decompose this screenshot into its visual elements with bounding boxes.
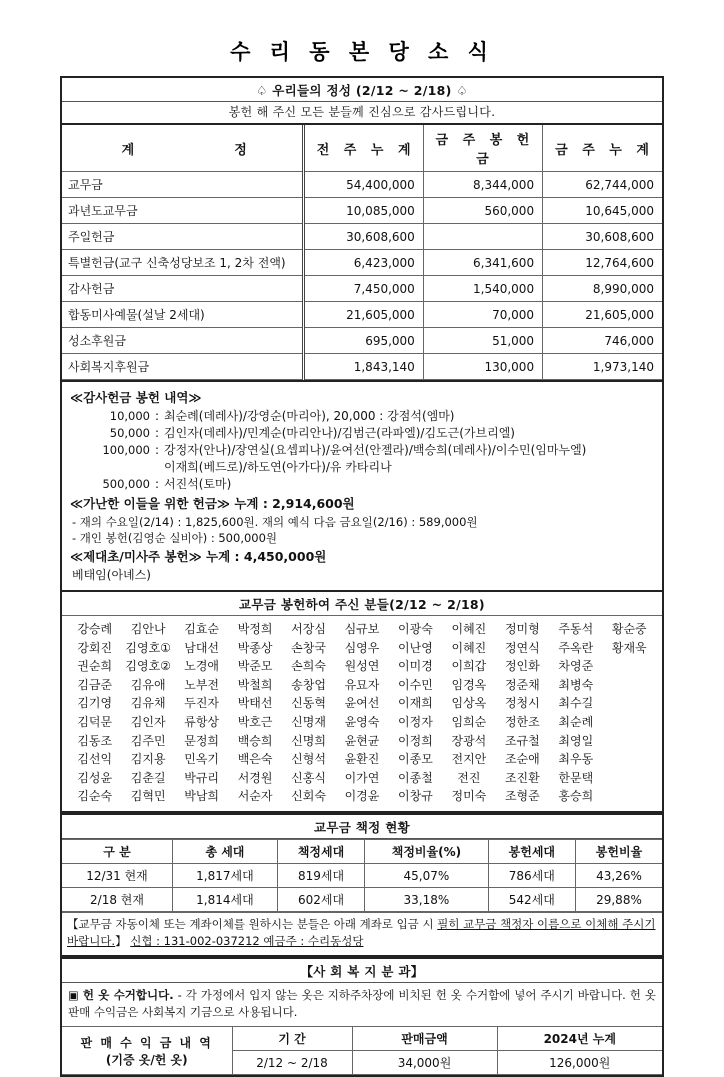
donor-name: 민옥기 — [184, 752, 220, 767]
col-header-assessed-rate: 책정비율(%) — [365, 840, 489, 864]
donor-name: 윤여선 — [344, 696, 380, 711]
row-sales-period: 2/12 ~ 2/18 — [232, 1051, 352, 1075]
donor-name: 박남희 — [184, 789, 220, 804]
thanks-amount: 500,000 — [102, 476, 150, 491]
table-row — [62, 864, 662, 888]
donor-name: 두진자 — [184, 696, 220, 711]
donor-name: 노경애 — [184, 659, 220, 674]
row-period: 2/18 현재 — [62, 888, 172, 912]
donor-name: 차영준 — [558, 659, 594, 674]
row-offered: 542세대 — [488, 888, 575, 912]
col-header-assessed: 책정세대 — [277, 840, 364, 864]
col-header-cumulative-2024: 2024년 누계 — [497, 1027, 662, 1051]
donor-name: 박정희 — [237, 622, 273, 637]
row-week-offering: 6,341,600 — [423, 250, 542, 276]
sales-label-line1: 판 매 수 익 금 내 역 — [80, 1035, 213, 1050]
row-sales-amount: 34,000원 — [352, 1051, 497, 1075]
filled-square-icon: ▣ — [68, 987, 83, 1002]
donor-name: 한문택 — [558, 770, 594, 785]
donor-name: 김유채 — [130, 696, 166, 711]
donor-name: 전진 — [457, 770, 481, 785]
row-week-total: 1,973,140 — [543, 354, 662, 380]
colon-separator: : — [154, 425, 160, 440]
donor-name: 홍승희 — [558, 789, 594, 804]
donor-name: 신명재 — [291, 715, 326, 730]
donor-column — [549, 620, 602, 806]
table-row — [62, 250, 662, 276]
donor-name: 원성연 — [344, 659, 380, 674]
donor-name: 김덕문 — [77, 715, 113, 730]
row-account-name: 특별헌금(교구 신축성당보조 1, 2차 전액) — [62, 250, 304, 276]
row-prev-total: 21,605,000 — [304, 302, 423, 328]
donor-name: 류항상 — [184, 715, 220, 730]
donor-name: 임경옥 — [451, 677, 487, 692]
notice-text-mid: 】 — [115, 934, 131, 949]
donor-name: 최수길 — [558, 696, 594, 711]
donor-name: 김춘길 — [130, 770, 166, 785]
row-week-total: 746,000 — [543, 328, 662, 354]
donor-name: 서장심 — [291, 622, 326, 637]
donor-column — [68, 620, 121, 806]
offerings-frame — [60, 76, 664, 380]
col-header-week-offering: 금 주 봉 헌 금 — [423, 125, 542, 172]
sales-label-line2: (기증 옷/헌 옷) — [105, 1052, 188, 1067]
offerings-header: ♤ 우리들의 정성 (2/12 ~ 2/18) ♤ — [62, 78, 662, 102]
row-week-offering — [423, 224, 542, 250]
welfare-header: 【사 회 복 지 분 과】 — [62, 959, 662, 983]
row-week-offering: 1,540,000 — [423, 276, 542, 302]
donor-name: 문정희 — [184, 733, 220, 748]
col-header-offered: 봉헌세대 — [488, 840, 575, 864]
donor-column — [442, 620, 495, 806]
table-row — [62, 172, 662, 198]
row-account-name: 교무금 — [62, 172, 304, 198]
donor-name: 이정희 — [398, 733, 433, 748]
donor-name: 이재희 — [398, 696, 433, 711]
donor-column — [603, 620, 656, 806]
row-period: 12/31 현재 — [62, 864, 172, 888]
donor-name: 윤현균 — [344, 733, 380, 748]
thanks-amount: 50,000 — [109, 425, 150, 440]
row-account-name: 합동미사예물(설날 2세대) — [62, 302, 304, 328]
donor-name: 손창국 — [291, 640, 326, 655]
donor-name: 조진환 — [504, 770, 540, 785]
altar-fund-heading: ≪제대초/미사주 봉헌≫ 누계 : 4,450,000원 — [70, 549, 327, 565]
colon-separator: : — [154, 408, 160, 423]
notice-text-lead: 【교무금 자동이체 또는 계좌이체를 원하시는 분들은 아래 계좌로 입금 시 — [67, 917, 438, 932]
row-account-name: 과년도교무금 — [62, 198, 304, 224]
row-prev-total: 1,843,140 — [304, 354, 423, 380]
sales-header-row — [62, 1027, 662, 1051]
donor-name: 윤영숙 — [344, 715, 380, 730]
donor-name: 임상옥 — [451, 696, 487, 711]
assessment-frame — [60, 813, 664, 957]
donor-name: 남대선 — [184, 640, 220, 655]
donors-grid — [62, 616, 662, 813]
poor-fund-heading: ≪가난한 이들을 위한 헌금≫ 누계 : 2,914,600원 — [70, 495, 355, 511]
row-week-total: 12,764,600 — [543, 250, 662, 276]
row-week-offering: 70,000 — [423, 302, 542, 328]
row-week-total: 10,645,000 — [543, 198, 662, 224]
donor-name: 조규철 — [504, 733, 540, 748]
col-header-period: 기 간 — [232, 1027, 352, 1051]
donor-name: 이종모 — [398, 752, 433, 767]
donors-header: 교무금 봉헌하여 주신 분들(2/12 ~ 2/18) — [62, 592, 662, 616]
donor-name: 이경윤 — [344, 789, 380, 804]
table-row — [62, 354, 662, 380]
row-sales-cumulative: 126,000원 — [497, 1051, 662, 1075]
donor-name: 신형석 — [291, 752, 326, 767]
donor-name: 김효순 — [184, 622, 220, 637]
row-week-offering: 130,000 — [423, 354, 542, 380]
donor-name: 박규리 — [184, 770, 220, 785]
welfare-frame — [60, 957, 664, 1077]
donor-column — [389, 620, 442, 806]
donor-name: 주동석 — [558, 622, 594, 637]
donor-name: 임희순 — [451, 715, 487, 730]
donor-name: 박종상 — [237, 640, 273, 655]
donor-name: 이난영 — [398, 640, 433, 655]
row-prev-total: 7,450,000 — [304, 276, 423, 302]
donor-name: 신회숙 — [291, 789, 326, 804]
offerings-body — [62, 172, 662, 380]
col-header-prev-total: 전 주 누 계 — [304, 125, 423, 172]
donor-column — [121, 620, 174, 806]
donor-name: 손희숙 — [291, 659, 326, 674]
donor-name: 강승례 — [77, 622, 113, 637]
donor-name: 정미형 — [504, 622, 540, 637]
donor-name: 김지용 — [130, 752, 166, 767]
row-week-offering: 51,000 — [423, 328, 542, 354]
donor-name: 백은숙 — [237, 752, 273, 767]
donor-name: 김금준 — [77, 677, 113, 692]
donor-name: 박호근 — [237, 715, 273, 730]
thanks-people-continued: 이재희(베드로)/하도연(아가다)/유 카타리나 — [164, 459, 392, 474]
row-prev-total: 695,000 — [304, 328, 423, 354]
donor-name: 최병숙 — [558, 677, 594, 692]
row-assessed-rate: 33,18% — [365, 888, 489, 912]
donor-name: 정미숙 — [451, 789, 487, 804]
details-frame — [60, 380, 664, 813]
donor-column — [282, 620, 335, 806]
col-header-division: 구 분 — [62, 840, 172, 864]
welfare-lead: 헌 옷 수거합니다. — [82, 987, 174, 1002]
donor-name: 정연식 — [504, 640, 540, 655]
row-assessed: 819세대 — [277, 864, 364, 888]
donor-name: 유묘자 — [344, 677, 380, 692]
donor-name: 김성윤 — [77, 770, 113, 785]
row-week-total: 62,744,000 — [543, 172, 662, 198]
offerings-header-band — [62, 78, 662, 125]
donor-name: 정준채 — [504, 677, 540, 692]
thanks-detail-heading: ≪감사헌금 봉헌 내역≫ — [70, 390, 202, 405]
colon-separator: : — [154, 442, 160, 457]
list-item — [76, 408, 654, 425]
donor-name: 서순자 — [237, 789, 273, 804]
assessment-body — [62, 864, 662, 912]
row-assessed: 602세대 — [277, 888, 364, 912]
donor-name: 김안나 — [130, 622, 166, 637]
table-row — [62, 328, 662, 354]
donor-name: 조순애 — [504, 752, 540, 767]
sales-table — [62, 1027, 662, 1075]
row-assessed-rate: 45,07% — [365, 864, 489, 888]
row-account-name: 성소후원금 — [62, 328, 304, 354]
row-week-total: 8,990,000 — [543, 276, 662, 302]
col-header-week-total: 금 주 누 계 — [543, 125, 662, 172]
donor-name: 정청시 — [504, 696, 540, 711]
table-row — [62, 276, 662, 302]
donor-name: 최순례 — [558, 715, 594, 730]
row-account-name: 감사헌금 — [62, 276, 304, 302]
donor-name: 최우동 — [558, 752, 594, 767]
donor-name: 박태선 — [237, 696, 273, 711]
donor-name: 김인자 — [130, 715, 166, 730]
assessment-header-row — [62, 840, 662, 864]
donation-details — [62, 382, 662, 592]
donor-name: 이정자 — [398, 715, 433, 730]
poor-fund-line: - 개인 봉헌(김영순 실비아) : 500,000원 — [72, 530, 278, 545]
row-week-offering: 8,344,000 — [423, 172, 542, 198]
row-offered-rate: 29,88% — [575, 888, 662, 912]
sales-label-cell — [62, 1027, 232, 1075]
donor-name: 김선익 — [77, 752, 113, 767]
donor-name: 주옥란 — [558, 640, 594, 655]
thanks-people: 서진석(토마) — [164, 476, 232, 491]
row-week-total: 21,605,000 — [543, 302, 662, 328]
row-total-households: 1,817세대 — [172, 864, 277, 888]
donor-name: 이가연 — [344, 770, 380, 785]
donor-name: 황순중 — [611, 622, 647, 637]
table-row — [62, 888, 662, 912]
donor-name: 이혜진 — [451, 622, 487, 637]
assessment-table — [62, 839, 662, 912]
poor-fund-line: - 재의 수요일(2/14) : 1,825,600원. 재의 예식 다음 금요일(2/16) : 589,000원 — [72, 514, 478, 529]
row-week-total: 30,608,600 — [543, 224, 662, 250]
colon-separator: : — [154, 476, 160, 491]
donor-name: 이혜진 — [451, 640, 487, 655]
donor-name: 백승희 — [237, 733, 273, 748]
donor-name: 권순희 — [77, 659, 113, 674]
donor-column — [228, 620, 281, 806]
list-item — [76, 476, 654, 493]
donor-name: 박준모 — [237, 659, 273, 674]
donor-name: 황재욱 — [611, 640, 647, 655]
notice-text-underlined: 필히 교무금 책정자 이름으로 이체해 주시기 바랍니다. — [67, 917, 656, 949]
donor-name: 김혁민 — [130, 789, 166, 804]
row-prev-total: 6,423,000 — [304, 250, 423, 276]
thanks-amount: 10,000 — [109, 408, 150, 423]
donor-name: 정한조 — [504, 715, 540, 730]
welfare-notice — [62, 983, 662, 1028]
donor-name: 이수민 — [398, 677, 433, 692]
thanks-people: 김인자(데레사)/민계순(마리안나)/김범근(라파엘)/김도근(가브리엘) — [164, 425, 515, 440]
donor-column — [335, 620, 388, 806]
page-title: 수 리 동 본 당 소 식 — [230, 40, 494, 64]
thanks-people: 강정자(안나)/장연실(요셉피나)/윤여선(안젤라)/백승희(데레사)/이수민(임마누엘) — [164, 442, 587, 457]
donor-name: 김영호① — [125, 640, 171, 655]
row-prev-total: 30,608,600 — [304, 224, 423, 250]
row-offered: 786세대 — [488, 864, 575, 888]
donor-name: 이미경 — [398, 659, 433, 674]
donor-name: 정인화 — [504, 659, 540, 674]
donor-name: 장광석 — [451, 733, 487, 748]
altar-fund-line: 베태임(아녜스) — [72, 568, 151, 583]
row-total-households: 1,814세대 — [172, 888, 277, 912]
donor-name: 김유애 — [130, 677, 166, 692]
donor-name: 심규보 — [344, 622, 380, 637]
donor-name: 신동혁 — [291, 696, 326, 711]
col-header-sales-amount: 판매금액 — [352, 1027, 497, 1051]
donor-name: 최영일 — [558, 733, 594, 748]
table-row — [62, 302, 662, 328]
row-prev-total: 10,085,000 — [304, 198, 423, 224]
row-account-name: 주일헌금 — [62, 224, 304, 250]
welfare-body-text: - 각 가정에서 입지 않는 옷은 지하주차장에 비치된 헌 옷 수거함에 넣어 주시기 바랍니다. 헌 옷 판매 수익금은 사회복지 기금으로 사용됩니다. — [68, 987, 657, 1019]
donor-name: 송창업 — [291, 677, 326, 692]
donor-name: 김주민 — [130, 733, 166, 748]
donor-column — [496, 620, 549, 806]
offerings-subheader: 봉헌 해 주신 모든 분들께 진심으로 감사드립니다. — [228, 105, 496, 119]
assessment-header: 교무금 책정 현황 — [62, 815, 662, 839]
offerings-table — [62, 125, 662, 380]
col-header-offered-rate: 봉헌비율 — [575, 840, 662, 864]
row-account-name: 사회복지후원금 — [62, 354, 304, 380]
donor-name: 김기영 — [77, 696, 113, 711]
thanks-amount: 100,000 — [102, 442, 150, 457]
list-item — [76, 425, 654, 442]
donor-name: 전지안 — [451, 752, 487, 767]
donor-column — [175, 620, 228, 806]
donor-name: 신홍식 — [291, 770, 326, 785]
donor-name: 신명희 — [291, 733, 326, 748]
bank-account-underlined: 신협 : 131-002-037212 예금주 : 수리동성당 — [130, 934, 364, 949]
donor-name: 박철희 — [237, 677, 273, 692]
donor-name: 윤환진 — [344, 752, 380, 767]
donor-name: 이창규 — [398, 789, 433, 804]
donor-name: 이종철 — [398, 770, 433, 785]
row-prev-total: 54,400,000 — [304, 172, 423, 198]
account-notice — [62, 912, 662, 957]
col-header-account: 계 정 — [62, 125, 304, 172]
row-week-offering: 560,000 — [423, 198, 542, 224]
table-row — [62, 224, 662, 250]
donor-name: 강회진 — [77, 640, 113, 655]
col-header-total-households: 총 세대 — [172, 840, 277, 864]
donor-name: 서경원 — [237, 770, 273, 785]
donor-name: 김영호② — [125, 659, 171, 674]
thanks-people: 최순례(데레사)/강영순(마리아), 20,000 : 강점석(엠마) — [164, 408, 455, 423]
donor-name: 조형준 — [504, 789, 540, 804]
table-row — [62, 198, 662, 224]
donor-name: 심영우 — [344, 640, 380, 655]
donor-name: 김순숙 — [77, 789, 113, 804]
donor-name: 김동조 — [77, 733, 113, 748]
offerings-header-row — [62, 125, 662, 172]
donor-name: 이광숙 — [398, 622, 433, 637]
list-item — [76, 442, 654, 459]
donor-name: 노부전 — [184, 677, 220, 692]
row-offered-rate: 43,26% — [575, 864, 662, 888]
donor-name: 이희갑 — [451, 659, 487, 674]
